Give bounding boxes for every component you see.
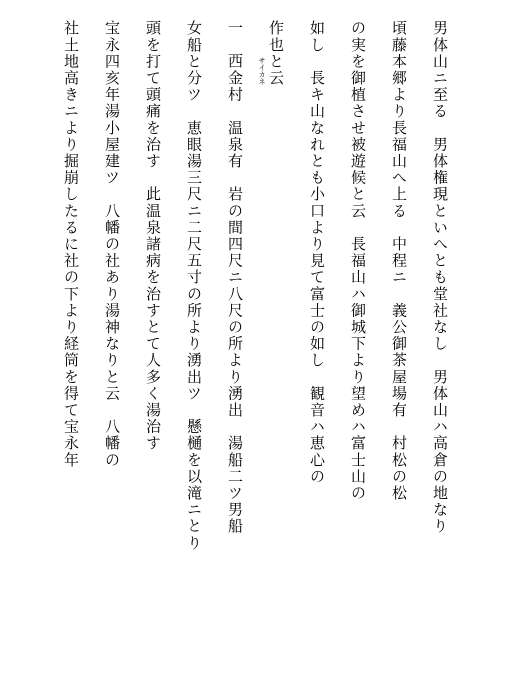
ruby-reading: サイカネ [258, 57, 266, 86]
text-line: 頭を打て頭痛を治す 此温泉諸病を治すとて人多く湯治す [144, 20, 162, 452]
text-line-continuation: 温泉有 岩の間四尺ニ八尺の所より湧出 湯船二ツ男船 [226, 103, 244, 535]
text-line: 如し 長キ山なれとも小口より見て富士の如し 観音ハ恵心の [308, 20, 326, 485]
text-line: 頃藤本郷より長福山へ上る 中程ニ 義公御茶屋場有 村松の松 [390, 20, 408, 502]
text-line: 宝永四亥年湯小屋建ツ 八幡の社あり湯神なりと云 八幡の [103, 20, 121, 469]
text-line: 作也と云 [267, 20, 285, 87]
text-line-item-marker [214, 20, 266, 660]
text-line: 男体山ニ至る 男体権現といへとも堂社なし 男体山ハ高倉の地なり [431, 20, 449, 535]
text-line: の実を御植させ被遊候と云 長福山ハ御城下より望めハ富士山の [349, 20, 367, 502]
text-line: 社土地高きニより掘崩したるに社の下より経筒を得て宝永年 [62, 20, 80, 469]
item-marker: 一 [226, 20, 244, 37]
ruby-base: 西金村 [226, 53, 244, 104]
ruby-word [214, 53, 266, 104]
vertical-text-body [50, 20, 460, 660]
text-line: 女船と分ツ 恵眼湯三尺ニ二尺五寸の所より湧出ツ 懸樋を以滝ニとり [185, 20, 203, 552]
